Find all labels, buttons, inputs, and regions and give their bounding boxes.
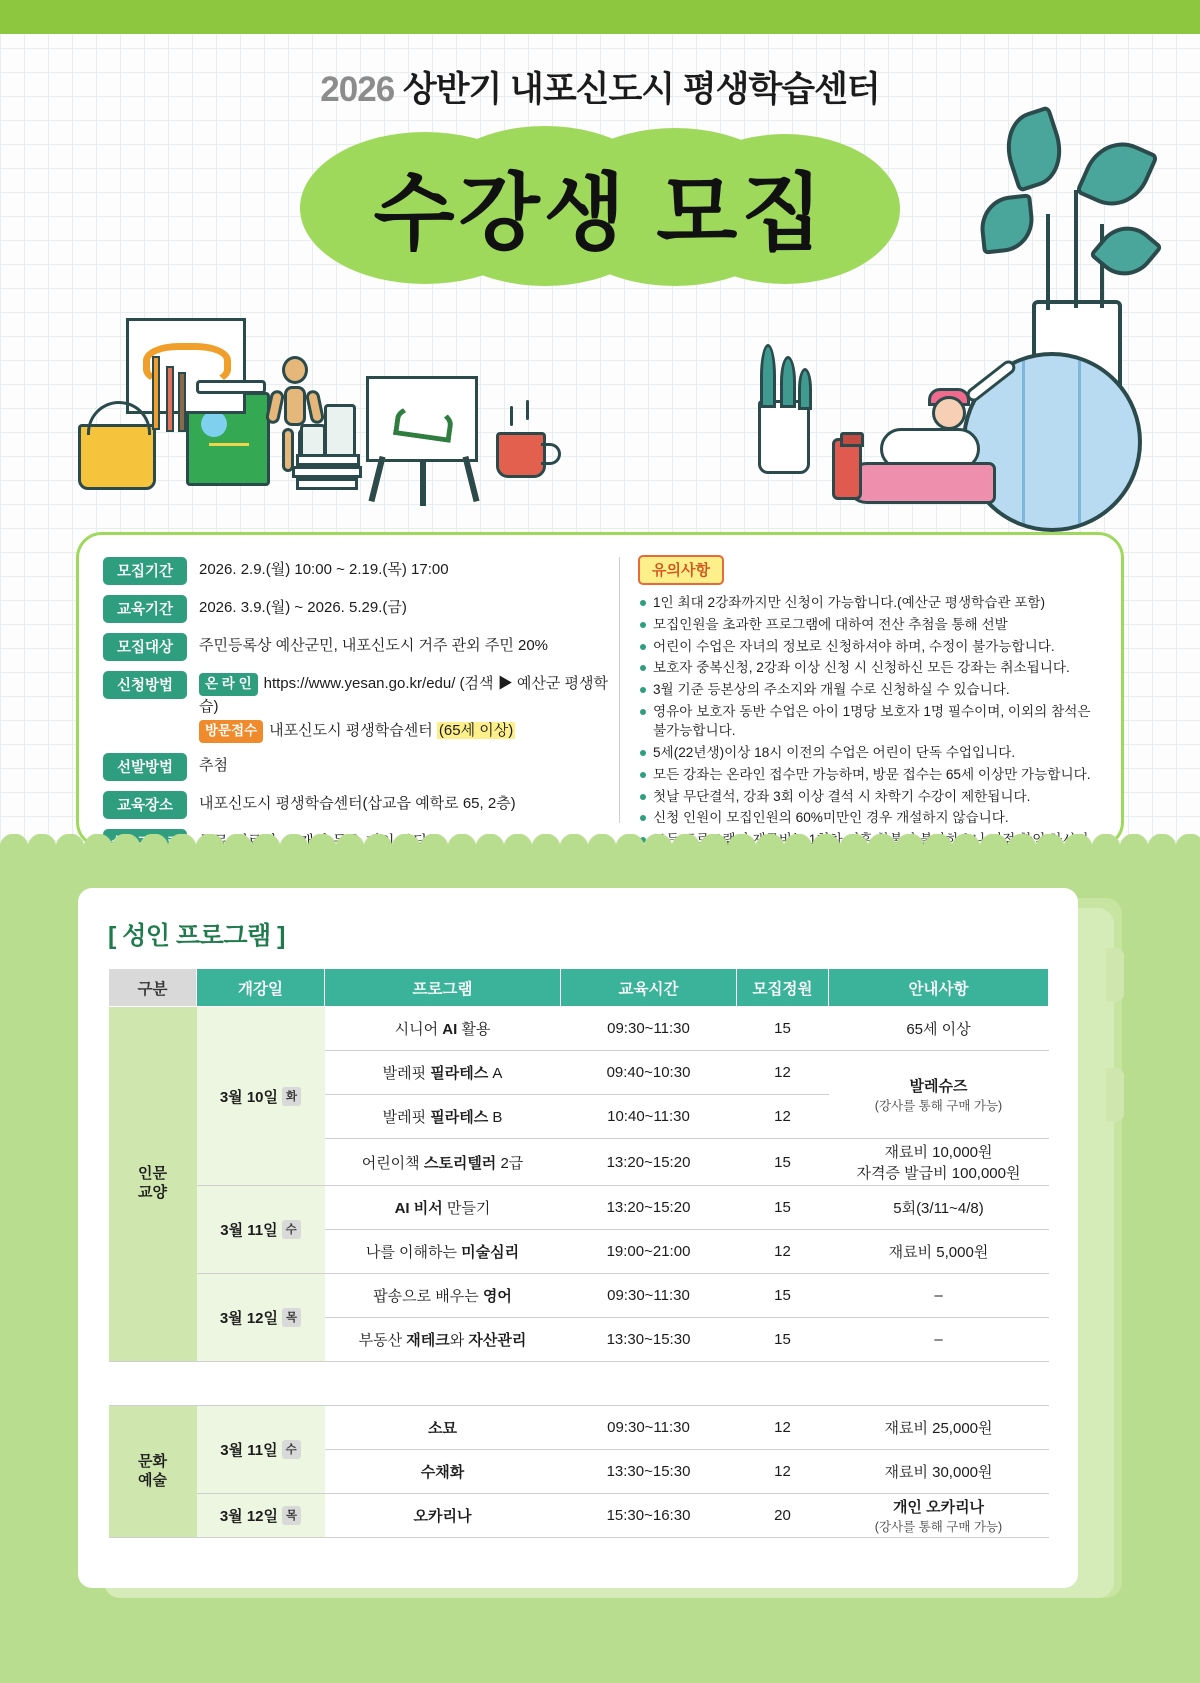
program-panel [0, 848, 1200, 1683]
info-row-target [103, 633, 615, 661]
time-cell: 19:00~21:00 [561, 1230, 737, 1274]
date-text: 3월 11일 [220, 1442, 278, 1459]
category-line-1: 인문 [138, 1165, 167, 1183]
capacity-cell: 15 [737, 1007, 829, 1051]
list-item: 모집인원을 초과한 프로그램에 대하여 전산 추첨을 통해 선발 [638, 615, 1097, 634]
day-chip: 수 [282, 1220, 301, 1239]
column-header-category: 구분 [109, 969, 197, 1007]
list-item: 1인 최대 2강좌까지만 신청이 가능합니다.(예산군 평생학습관 포함) [638, 593, 1097, 612]
time-cell: 13:20~15:20 [561, 1139, 737, 1186]
time-cell: 09:30~11:30 [561, 1274, 737, 1318]
category-line-1: 문화 [138, 1452, 167, 1470]
notice-list [638, 593, 1097, 869]
program-cell: 소묘 [325, 1406, 561, 1450]
table-row [109, 1274, 1049, 1318]
card-stack [78, 888, 1122, 1618]
time-cell: 13:30~15:30 [561, 1450, 737, 1494]
category-line-2: 예술 [138, 1471, 167, 1489]
info-card [76, 532, 1124, 848]
small-plant-pot-icon [758, 400, 810, 474]
program-card [78, 888, 1078, 1588]
page-title: 수강생 모집 [373, 165, 827, 260]
tab-notch [1106, 948, 1124, 1002]
program-table [108, 968, 1049, 1538]
info-value-apply [199, 671, 615, 743]
section-title: [ 성인 프로그램 ] [108, 922, 285, 950]
time-cell: 10:40~11:30 [561, 1095, 737, 1139]
program-cell: 팝송으로 배우는 영어 [325, 1274, 561, 1318]
table-row [109, 1007, 1049, 1051]
leaf-icon [760, 344, 776, 408]
person-stretching-icon [840, 392, 1030, 532]
program-cell: 나를 이해하는 미술심리 [325, 1230, 561, 1274]
note-cell: 재료비 25,000원 [829, 1406, 1049, 1450]
date-text: 3월 12일 [219, 1508, 279, 1525]
book-icon [296, 478, 358, 490]
day-chip: 수 [282, 1440, 301, 1459]
column-header-time: 교육시간 [561, 969, 737, 1007]
note-cell: 발레슈즈 (강사를 통해 구매 가능) [829, 1051, 1049, 1139]
vertical-divider [619, 557, 620, 823]
category-cell-humanities [109, 1007, 197, 1362]
date-text: 3월 11일 [220, 1222, 278, 1239]
time-cell: 15:30~16:30 [561, 1494, 737, 1538]
program-cell: 수채화 [325, 1450, 561, 1494]
capacity-cell: 12 [737, 1406, 829, 1450]
program-cell: AI 비서 만들기 [325, 1186, 561, 1230]
list-item: 첫날 무단결석, 강좌 3회 이상 결석 시 차학기 수강이 제한됩니다. [638, 787, 1097, 806]
time-cell: 13:20~15:20 [561, 1186, 737, 1230]
info-value: 내포신도시 평생학습센터(삽교읍 예학로 65, 2층) [199, 794, 516, 812]
capacity-cell: 12 [737, 1051, 829, 1095]
book-icon [296, 454, 360, 466]
note-cell: – [829, 1274, 1049, 1318]
time-cell: 09:30~11:30 [561, 1406, 737, 1450]
program-cell: 부동산 재테크와 자산관리 [325, 1318, 561, 1362]
list-item: 모든 강좌는 온라인 접수만 가능하며, 방문 접수는 65세 이상만 가능합니다. [638, 765, 1097, 784]
list-item: 5세(22년생)이상 18시 이전의 수업은 어린이 단독 수업입니다. [638, 743, 1097, 762]
plant-stem [1074, 190, 1078, 308]
date-cell [197, 1186, 325, 1274]
table-row [109, 1186, 1049, 1230]
note-cell: 재료비 30,000원 [829, 1450, 1049, 1494]
capacity-cell: 20 [737, 1494, 829, 1538]
info-tag: 교육장소 [103, 791, 187, 819]
capacity-cell: 12 [737, 1230, 829, 1274]
thermos-icon [832, 438, 862, 500]
info-rows [103, 553, 615, 827]
info-row-selection [103, 753, 615, 781]
plant-stem [1046, 214, 1050, 310]
capacity-cell: 12 [737, 1095, 829, 1139]
note-cell: 개인 오카리나 (강사를 통해 구매 가능) [829, 1494, 1049, 1538]
header-year: 2026 [320, 70, 395, 109]
date-cell [197, 1494, 325, 1538]
list-item: 어린이 수업은 자녀의 정보로 신청하셔야 하며, 수정이 불가능합니다. [638, 637, 1097, 656]
category-line-2: 교양 [138, 1184, 167, 1201]
info-value: 2026. 2.9.(월) 10:00 ~ 2.19.(목) 17:00 [199, 561, 449, 578]
table-group-gap [109, 1362, 1049, 1406]
program-cell: 오카리나 [325, 1494, 561, 1538]
info-tag: 모집기간 [103, 557, 187, 585]
info-tag: 신청방법 [103, 671, 187, 699]
easel-icon [360, 376, 490, 496]
visit-place: 내포신도시 평생학습센터 [269, 722, 433, 740]
visit-age-note: (65세 이상) [438, 722, 514, 740]
capacity-cell: 15 [737, 1274, 829, 1318]
artwork-frame-icon [126, 318, 246, 414]
note-cell: – [829, 1318, 1049, 1362]
program-cell: 어린이책 스토리텔러 2급 [325, 1139, 561, 1186]
info-value: 2026. 3.9.(월) ~ 2026. 5.29.(금) [199, 599, 407, 616]
capacity-cell: 15 [737, 1318, 829, 1362]
category-cell-culture [109, 1406, 197, 1538]
mug-icon [496, 432, 546, 478]
leaf-icon [798, 368, 812, 410]
online-label: 온 라 인 [199, 673, 258, 696]
list-item: 보호자 중복신청, 2강좌 이상 신청 시 신청하신 모든 강좌는 취소됩니다. [638, 658, 1097, 677]
list-item: 영유아 보호자 동반 수업은 아이 1명당 보호자 1명 필수이며, 이외의 참석은 불가능합니다. [638, 702, 1097, 741]
notice-title: 유의사항 [638, 555, 724, 585]
time-cell: 09:40~10:30 [561, 1051, 737, 1095]
column-header-start-date: 개강일 [197, 969, 325, 1007]
bucket-icon [78, 424, 156, 490]
program-cell: 시니어 AI 활용 [325, 1007, 561, 1051]
time-cell: 09:30~11:30 [561, 1007, 737, 1051]
day-chip: 화 [282, 1087, 301, 1106]
tab-notch [1106, 1068, 1124, 1122]
paintbrush-icon [166, 366, 174, 432]
info-tag: 선발방법 [103, 753, 187, 781]
notice-column [638, 553, 1097, 827]
info-row-education-period [103, 595, 615, 623]
note-cell: 재료비 10,000원 자격증 발급비 100,000원 [829, 1139, 1049, 1186]
steam-icon [526, 400, 529, 420]
capacity-cell: 15 [737, 1139, 829, 1186]
info-tag: 모집대상 [103, 633, 187, 661]
paintbrush-icon [178, 372, 186, 432]
program-cell: 발레핏 필라테스 B [325, 1095, 561, 1139]
spiral-binding-icon [196, 380, 266, 394]
date-cell [197, 1406, 325, 1494]
info-row-location [103, 791, 615, 819]
table-row [109, 1406, 1049, 1450]
capacity-cell: 12 [737, 1450, 829, 1494]
column-header-notes: 안내사항 [829, 969, 1049, 1007]
top-accent-bar [0, 0, 1200, 34]
day-chip: 목 [282, 1506, 301, 1525]
program-cell: 발레핏 필라테스 A [325, 1051, 561, 1095]
note-cell: 5회(3/11~4/8) [829, 1186, 1049, 1230]
paintbrush-icon [152, 356, 160, 430]
steam-icon [510, 406, 513, 426]
list-item: 신청 인원이 모집인원의 60%미만인 경우 개설하지 않습니다. [638, 808, 1097, 827]
header-subtitle: 상반기 내포신도시 평생학습센터 [394, 70, 880, 109]
date-cell [197, 1274, 325, 1362]
book-icon [292, 466, 362, 478]
table-header-row [109, 969, 1049, 1007]
note-cell: 65세 이상 [829, 1007, 1049, 1051]
table-row [109, 1494, 1049, 1538]
header-subtitle-line [0, 62, 1200, 112]
online-url: https://www.yesan.go.kr/edu/ (검색 ▶ 예산군 평생학습) [199, 675, 608, 715]
visit-label: 방문접수 [199, 720, 263, 743]
column-header-capacity: 모집정원 [737, 969, 829, 1007]
title-blob-group [300, 126, 900, 286]
day-chip: 목 [282, 1308, 301, 1327]
info-tag: 교육기간 [103, 595, 187, 623]
info-value: 주민등록상 예산군민, 내포신도시 거주 관외 주민 20% [199, 637, 548, 654]
capacity-cell: 15 [737, 1186, 829, 1230]
time-cell: 13:30~15:30 [561, 1318, 737, 1362]
list-item: 3월 기준 등본상의 주소지와 개월 수로 신청하실 수 있습니다. [638, 680, 1097, 699]
date-text: 3월 12일 [219, 1310, 279, 1327]
info-value: 추첨 [199, 756, 228, 774]
note-cell: 재료비 5,000원 [829, 1230, 1049, 1274]
info-row-apply-method [103, 671, 615, 743]
info-row-recruit-period [103, 557, 615, 585]
leaf-icon [780, 356, 796, 408]
date-cell [197, 1007, 325, 1186]
column-header-program: 프로그램 [325, 969, 561, 1007]
date-text: 3월 10일 [219, 1088, 279, 1106]
